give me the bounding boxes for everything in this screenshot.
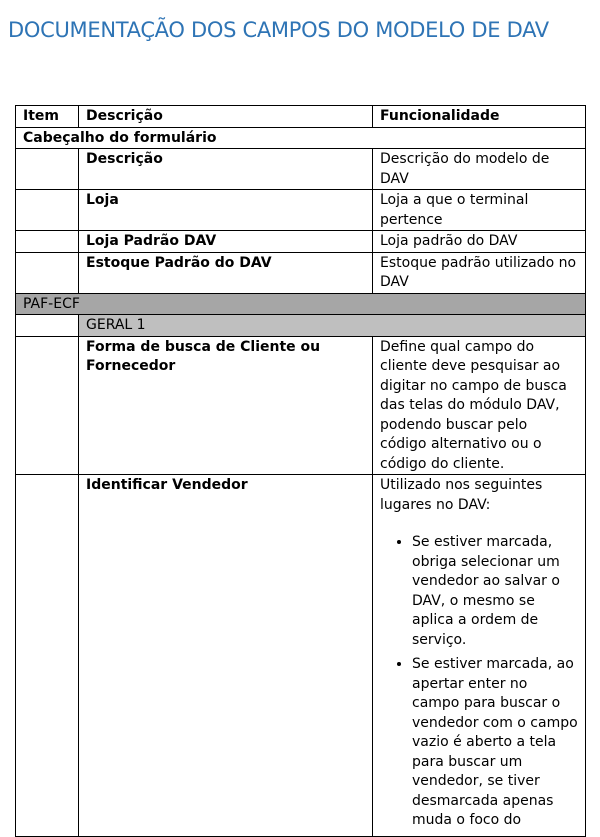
item-cell — [16, 336, 79, 475]
funcionalidade-cell: Define qual campo do cliente deve pesquisar ao digitar no campo de busca das telas do módulo DAV, podendo buscar pelo código alternativo ou o código do cliente. — [373, 336, 586, 475]
section-row-paf-ecf — [16, 293, 586, 315]
table-header-row — [16, 106, 586, 128]
table-row — [16, 149, 586, 190]
header-item: Item — [16, 106, 79, 128]
item-cell — [16, 149, 79, 190]
bullet-item: • Se estiver marcada, obriga selecionar um vendedor ao salvar o DAV, o mesmo se aplica a ordem de serviço. — [412, 533, 578, 650]
funcionalidade-cell: Descrição do modelo de DAV — [373, 149, 586, 190]
descricao-cell: Forma de busca de Cliente ou Fornecedor — [79, 336, 373, 475]
item-cell — [16, 231, 79, 253]
header-descricao: Descrição — [79, 106, 373, 128]
item-cell — [16, 190, 79, 231]
subsection-geral-label: GERAL 1 — [79, 315, 586, 337]
fields-table — [15, 105, 586, 837]
funcionalidade-intro: Utilizado nos seguintes lugares no DAV: — [380, 477, 543, 513]
header-funcionalidade: Funcionalidade — [373, 106, 586, 128]
funcionalidade-cell: Loja a que o terminal pertence — [373, 190, 586, 231]
page-title: DOCUMENTAÇÃO DOS CAMPOS DO MODELO DE DAV — [8, 18, 549, 42]
table-row — [16, 252, 586, 293]
item-cell — [16, 475, 79, 837]
descricao-cell: Identificar Vendedor — [79, 475, 373, 837]
bullet-item: • Se estiver marcada, ao apertar enter no campo para buscar o vendedor com o campo vazio é aberto a tela para buscar um vendedor, se tiver desmarcada apenas muda o foco do — [412, 655, 578, 831]
table-row — [16, 336, 586, 475]
descricao-cell: Loja — [79, 190, 373, 231]
funcionalidade-cell — [373, 475, 586, 837]
bullet-list — [380, 533, 578, 831]
funcionalidade-cell: Loja padrão do DAV — [373, 231, 586, 253]
funcionalidade-cell: Estoque padrão utilizado no DAV — [373, 252, 586, 293]
item-cell — [16, 315, 79, 337]
subsection-row-geral — [16, 315, 586, 337]
descricao-cell: Estoque Padrão do DAV — [79, 252, 373, 293]
table-row — [16, 475, 586, 837]
descricao-cell: Loja Padrão DAV — [79, 231, 373, 253]
section-row-cabecalho — [16, 127, 586, 149]
item-cell — [16, 252, 79, 293]
section-paf-label: PAF-ECF — [16, 293, 586, 315]
table-row — [16, 190, 586, 231]
table-row — [16, 231, 586, 253]
descricao-cell: Descrição — [79, 149, 373, 190]
section-cabecalho-label: Cabeçalho do formulário — [16, 127, 586, 149]
